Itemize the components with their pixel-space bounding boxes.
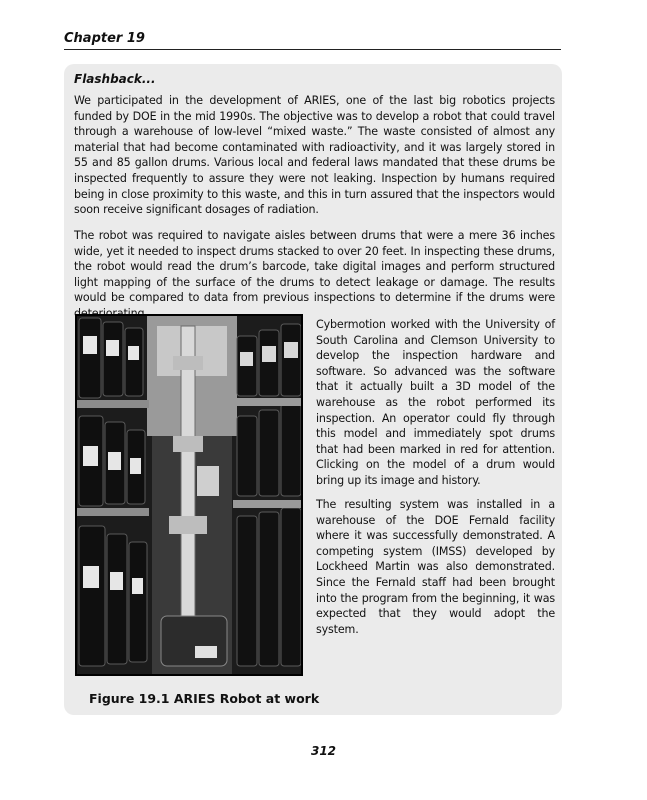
paragraph-1: We participated in the development of ARIES, one of the last big robotics projects funded by DOE in the mid 1990s. The objective was to develop a robot that could travel through a warehouse of low-level “mixed waste.” The waste consisted of almost any material that had become contaminated with radioactivity, and it was largely stored in 55 and 85 gallon drums. Various local and federal laws mandated that these drums be inspected frequently to assure they were not leaking. Inspection by humans required being in close proximity to this waste, and this in turn assured that the inspectors would soon receive significant dosages of radiation. [74,94,555,217]
aries-robot-illustration [77,316,301,674]
chapter-heading: Chapter 19 [64,31,561,50]
aries-robot-photo [75,314,303,676]
flashback-heading: Flashback... [74,72,156,86]
figure-caption: Figure 19.1 ARIES Robot at work [89,691,320,706]
page-number: 312 [310,744,337,758]
paragraph-2: The robot was required to navigate aisles between drums that were a mere 36 inches wide, yet it needed to inspect drums stacked to over 20 feet. In inspecting these drums, the robot would read the drum’s barcode, take digital images and perform structured light mapping of the surface of the drums to detect leakage or damage. The results would be compared to data from previous inspections to determine if the drums were [74,229,555,305]
paragraph-4: The resulting system was installed in a warehouse of the DOE Fernald facility where it was successfully demonstrated. A competing system (IMSS) developed by Lockheed Martin was also demonstrated. Since the Fernald staff had been brought into the program from the beginning, it was expected that they would adopt the system. [316,498,555,636]
paragraph-3: Cybermotion worked with the University of South Carolina and Clemson University to develop the inspection hardware and software. So advanced was the software that it actually built a 3D model of the warehouse as the robot performed its inspection. An operator could fly through this model and immediately spot drums that had been marked in red for attention. Clicking on the model of a drum would bring up its image and history. [316,318,555,487]
